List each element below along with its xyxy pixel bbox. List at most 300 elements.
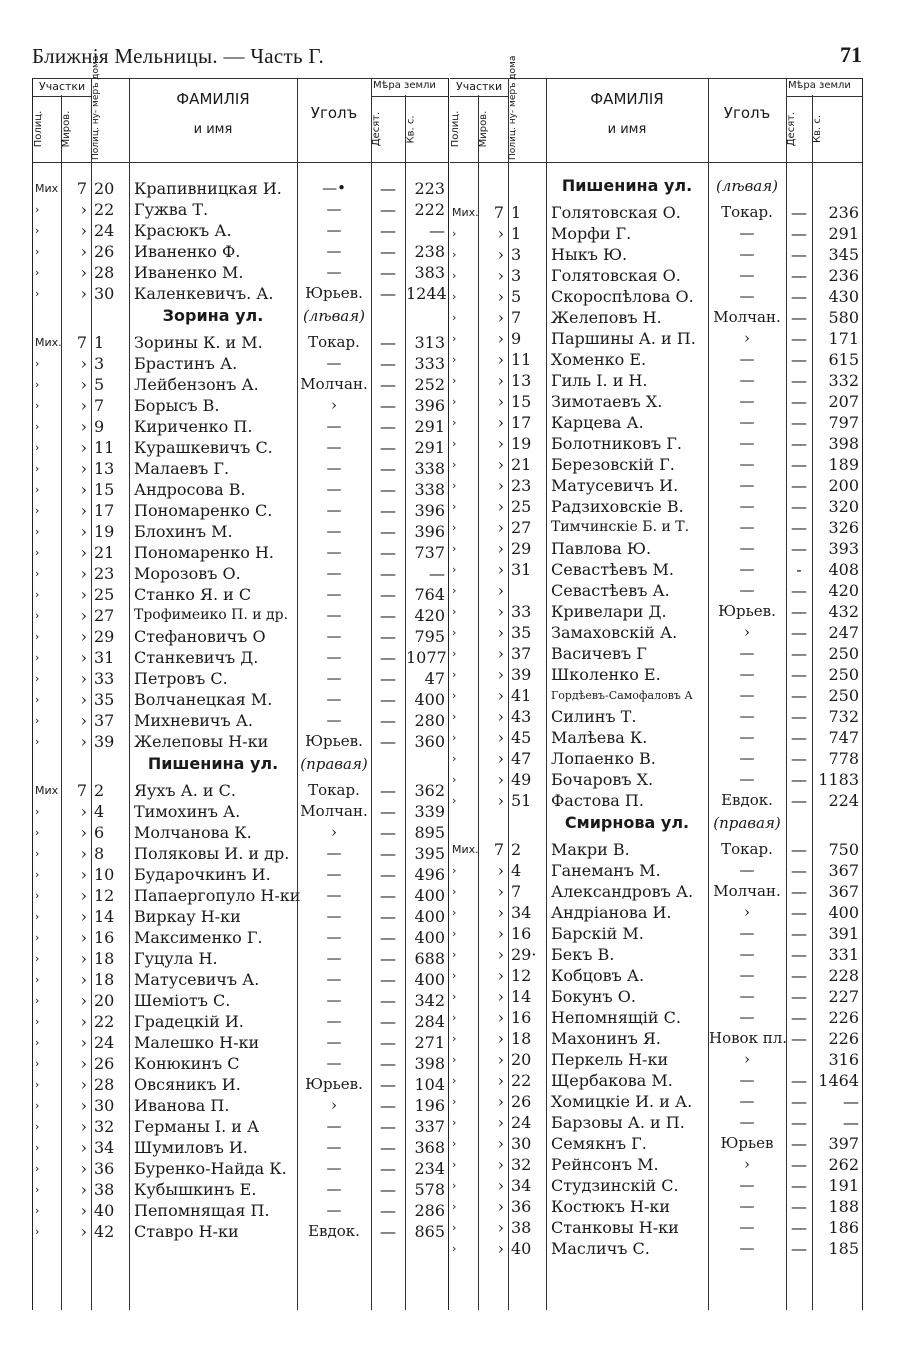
- table-row: [450, 307, 862, 328]
- kv-s-cell: 250: [828, 644, 859, 663]
- owner-name-cell: Рейнсонъ М.: [551, 1155, 659, 1174]
- house-number-cell: 16: [94, 928, 115, 947]
- house-number-cell: 1: [94, 333, 105, 352]
- mirov-district-cell: ›: [497, 1176, 504, 1195]
- owner-name-cell: Шумиловъ И.: [134, 1138, 248, 1157]
- table-row: [33, 969, 448, 990]
- mirov-district-cell: ›: [80, 732, 87, 751]
- mirov-district-cell: ›: [80, 928, 87, 947]
- police-district-cell: ›: [452, 584, 457, 597]
- police-district-cell: ›: [35, 462, 40, 475]
- police-district-cell: ›: [452, 731, 457, 744]
- owner-name-cell: Радзиховскіе В.: [551, 497, 684, 516]
- owner-name-cell: Шеміотъ С.: [134, 991, 231, 1010]
- table-row: [33, 220, 448, 241]
- desyat-cell: —: [791, 371, 807, 390]
- corner-cell: —: [739, 434, 755, 452]
- corner-cell: —: [739, 707, 755, 725]
- desyat-cell: —: [791, 350, 807, 369]
- table-row: [450, 769, 862, 790]
- corner-cell: —•: [322, 179, 346, 197]
- house-number-cell: 34: [511, 903, 532, 922]
- kv-s-cell: 262: [828, 1155, 859, 1174]
- corner-cell: —: [326, 1180, 342, 1198]
- corner-cell: —: [739, 539, 755, 557]
- police-district-cell: ›: [452, 416, 457, 429]
- corner-cell: —: [739, 1113, 755, 1131]
- house-number-cell: 31: [94, 648, 115, 667]
- desyat-cell: —: [791, 413, 807, 432]
- mirov-district-cell: ›: [497, 623, 504, 642]
- house-number-cell: 15: [94, 480, 115, 499]
- desyat-cell: —: [380, 354, 396, 373]
- mirov-district-cell: ›: [497, 1050, 504, 1069]
- house-number-cell: 32: [94, 1117, 115, 1136]
- kv-s-cell: 432: [828, 602, 859, 621]
- desyat-cell: —: [791, 791, 807, 810]
- kv-s-cell: 400: [414, 970, 445, 989]
- house-number-cell: 26: [94, 1054, 115, 1073]
- mirov-district-cell: ›: [497, 686, 504, 705]
- kv-s-cell: 236: [828, 203, 859, 222]
- mirov-district-cell: ›: [497, 707, 504, 726]
- desyat-cell: —: [791, 392, 807, 411]
- police-district-cell: ›: [452, 864, 457, 877]
- police-district-cell: ›: [452, 311, 457, 324]
- kv-s-cell: 1183: [818, 770, 859, 789]
- owner-name-cell: Гордѣевъ-Самофаловъ А: [551, 689, 693, 702]
- house-number-cell: 1: [511, 203, 522, 222]
- kv-s-cell: 250: [828, 686, 859, 705]
- corner-cell: Токар.: [308, 333, 360, 351]
- police-district-cell: Мих.: [452, 843, 479, 856]
- owner-name-cell: Красюкъ А.: [134, 221, 232, 240]
- mirov-district-cell: ›: [80, 1180, 87, 1199]
- kv-s-cell: 397: [828, 1134, 859, 1153]
- police-district-cell: ›: [35, 588, 40, 601]
- owner-name-cell: Ганеманъ М.: [551, 861, 661, 880]
- house-number-cell: 7: [511, 308, 522, 327]
- desyat-cell: —: [380, 501, 396, 520]
- police-district-cell: Мих.: [35, 336, 62, 349]
- kv-s-cell: 732: [828, 707, 859, 726]
- house-number-cell: 34: [511, 1176, 532, 1195]
- kv-s-cell: 236: [828, 266, 859, 285]
- house-number-cell: 47: [511, 749, 532, 768]
- house-number-header: Полиц. ну- меръ дома: [508, 55, 518, 160]
- kv-s-cell: 367: [828, 882, 859, 901]
- desyat-cell: —: [380, 522, 396, 541]
- table-row: [450, 1007, 862, 1028]
- desyat-cell: —: [380, 417, 396, 436]
- owner-name-cell: Кобцовъ А.: [551, 966, 645, 985]
- corner-cell: —: [326, 1033, 342, 1051]
- desyat-cell: —: [791, 329, 807, 348]
- owner-name-cell: Иваненко М.: [134, 263, 244, 282]
- street-heading: [450, 174, 862, 198]
- police-district-cell: ›: [35, 224, 40, 237]
- mirov-district-cell: ›: [497, 987, 504, 1006]
- mirov-district-cell: ›: [497, 1155, 504, 1174]
- corner-cell: —: [326, 970, 342, 988]
- corner-cell: ›: [744, 329, 750, 347]
- corner-cell: Юрьев.: [718, 602, 776, 620]
- owner-name-cell: Гуцула Н.: [134, 949, 218, 968]
- table-row: [33, 948, 448, 969]
- desyat-cell: —: [380, 949, 396, 968]
- kv-s-cell: 420: [828, 581, 859, 600]
- family-header: ФАМИЛІЯ: [590, 90, 664, 108]
- desyat-cell: —: [380, 732, 396, 751]
- land-measure-header: Мѣра земли: [373, 80, 436, 91]
- owner-name-cell: Каленкевичъ. А.: [134, 284, 274, 303]
- street-side: (лѣвая): [302, 307, 366, 325]
- table-row: [450, 664, 862, 685]
- mirov-district-cell: ›: [80, 823, 87, 842]
- house-number-cell: 39: [511, 665, 532, 684]
- table-row: [450, 454, 862, 475]
- desyat-cell: —: [380, 907, 396, 926]
- mirov-district-cell: ›: [80, 802, 87, 821]
- owner-name-cell: Замаховскій А.: [551, 623, 678, 642]
- mirov-district-cell: ›: [80, 1222, 87, 1241]
- kv-s-cell: 222: [414, 200, 445, 219]
- table-row: [450, 1049, 862, 1070]
- owner-name-cell: Овсяникъ И.: [134, 1075, 241, 1094]
- corner-cell: Токар.: [308, 781, 360, 799]
- police-district-cell: ›: [452, 395, 457, 408]
- house-number-cell: 16: [511, 924, 532, 943]
- police-district-cell: ›: [35, 1183, 40, 1196]
- table-row: [33, 500, 448, 521]
- house-number-cell: 38: [511, 1218, 532, 1237]
- kv-s-cell: 224: [828, 791, 859, 810]
- right-ledger-table: [450, 55, 863, 1310]
- police-district-cell: ›: [35, 420, 40, 433]
- kv-s-cell: 291: [414, 438, 445, 457]
- table-row: [33, 1137, 448, 1158]
- table-row: [450, 370, 862, 391]
- page-title: Ближнія Мельницы. — Часть Г.: [32, 44, 325, 68]
- kv-s-cell: 331: [828, 945, 859, 964]
- desyat-cell: —: [380, 1180, 396, 1199]
- land-measure-header: Мѣра земли: [788, 80, 851, 91]
- mirov-district-cell: ›: [80, 459, 87, 478]
- corner-cell: —: [326, 928, 342, 946]
- desyat-cell: —: [380, 1222, 396, 1241]
- owner-name-cell: Силинъ Т.: [551, 707, 637, 726]
- corner-cell: Молчан.: [300, 375, 368, 393]
- mirov-district-cell: ›: [497, 329, 504, 348]
- mirov-district-cell: ›: [80, 970, 87, 989]
- desyat-cell: —: [380, 1096, 396, 1115]
- owner-name-cell: Волчанецкая М.: [134, 690, 273, 709]
- desyat-cell: —: [380, 375, 396, 394]
- owner-name-cell: Петровъ С.: [134, 669, 228, 688]
- table-row: [33, 563, 448, 584]
- desyat-cell: —: [791, 203, 807, 222]
- table-row: [450, 860, 862, 881]
- police-district-cell: ›: [452, 626, 457, 639]
- table-row: [450, 748, 862, 769]
- desyat-cell: —: [791, 539, 807, 558]
- mirov-district-cell: ›: [80, 648, 87, 667]
- corner-cell: —: [739, 560, 755, 578]
- kv-s-cell: 400: [414, 928, 445, 947]
- table-row: [33, 416, 448, 437]
- house-number-cell: 22: [94, 1012, 115, 1031]
- owner-name-cell: Малаевъ Г.: [134, 459, 230, 478]
- police-district-cell: ›: [35, 1078, 40, 1091]
- desyat-cell: —: [791, 308, 807, 327]
- owner-name-cell: Буренко-Найда К.: [134, 1159, 287, 1178]
- kv-s-cell: 333: [414, 354, 445, 373]
- kv-s-cell: 367: [828, 861, 859, 880]
- corner-cell: —: [739, 1071, 755, 1089]
- corner-cell: —: [326, 417, 342, 435]
- house-number-cell: 10: [94, 865, 115, 884]
- police-district-cell: ›: [452, 1053, 457, 1066]
- desyat-cell: —: [380, 802, 396, 821]
- police-district-cell: ›: [35, 266, 40, 279]
- desyat-cell: —: [791, 749, 807, 768]
- kv-s-cell: 797: [828, 413, 859, 432]
- corner-cell: —: [326, 1201, 342, 1219]
- kv-s-cell: 408: [828, 560, 859, 579]
- house-number-cell: 28: [94, 1075, 115, 1094]
- house-number-cell: 8: [94, 844, 105, 863]
- owner-name-cell: Махонинъ Я.: [551, 1029, 661, 1048]
- corner-cell: —: [739, 350, 755, 368]
- owner-name-cell: Щербакова М.: [551, 1071, 673, 1090]
- table-row: [450, 944, 862, 965]
- house-number-cell: 23: [94, 564, 115, 583]
- desyat-cell: —: [791, 581, 807, 600]
- house-number-cell: 12: [511, 966, 532, 985]
- header-bottom-rule: [450, 162, 862, 163]
- mirov-district-cell: ›: [497, 1092, 504, 1111]
- kv-s-cell: 368: [414, 1138, 445, 1157]
- table-row: [33, 801, 448, 822]
- kv-s-cell: 338: [414, 459, 445, 478]
- kv-s-cell: 393: [828, 539, 859, 558]
- corner-cell: —: [739, 392, 755, 410]
- desyat-cell: —: [380, 564, 396, 583]
- police-district-cell: ›: [35, 973, 40, 986]
- owner-name-cell: Желеповы Н-ки: [134, 732, 269, 751]
- street-name: Пишенина ул.: [147, 754, 279, 773]
- owner-name-cell: Голятовская О.: [551, 203, 681, 222]
- police-district-cell: ›: [35, 399, 40, 412]
- family-header: ФАМИЛІЯ: [176, 90, 250, 108]
- table-row: [33, 780, 448, 801]
- house-number-cell: 1: [511, 224, 522, 243]
- table-row: [450, 517, 862, 538]
- police-district-cell: ›: [452, 927, 457, 940]
- kv-s-cell: 226: [828, 1008, 859, 1027]
- police-district-cell: ›: [35, 287, 40, 300]
- owner-name-cell: Виркау Н-ки: [134, 907, 241, 926]
- table-row: [450, 391, 862, 412]
- police-district-cell: ›: [35, 378, 40, 391]
- house-number-cell: 17: [94, 501, 115, 520]
- kv-s-cell: 383: [414, 263, 445, 282]
- table-row: [33, 458, 448, 479]
- house-number-cell: 41: [511, 686, 532, 705]
- house-number-cell: 30: [511, 1134, 532, 1153]
- kv-s-cell: 316: [828, 1050, 859, 1069]
- corner-cell: Юрьев.: [305, 1075, 363, 1093]
- participants-subrule: [33, 96, 91, 97]
- corner-cell: —: [739, 581, 755, 599]
- mirov-district-cell: ›: [497, 266, 504, 285]
- owner-name-cell: Андріанова И.: [551, 903, 672, 922]
- police-district-cell: ›: [35, 630, 40, 643]
- desyat-cell: —: [380, 886, 396, 905]
- police-district-cell: ›: [35, 651, 40, 664]
- owner-name-cell: Брастинъ А.: [134, 354, 238, 373]
- mirov-district-cell: ›: [80, 354, 87, 373]
- desyat-cell: —: [380, 606, 396, 625]
- house-number-cell: 36: [94, 1159, 115, 1178]
- house-number-cell: 5: [94, 375, 105, 394]
- corner-cell: ›: [331, 1096, 337, 1114]
- corner-cell: —: [739, 770, 755, 788]
- mirov-district-cell: ›: [497, 1218, 504, 1237]
- table-row: [450, 559, 862, 580]
- house-number-cell: 19: [511, 434, 532, 453]
- kv-s-cell: 398: [828, 434, 859, 453]
- police-district-cell: ›: [35, 1162, 40, 1175]
- corner-cell: ›: [744, 1050, 750, 1068]
- police-district-cell: ›: [452, 1137, 457, 1150]
- owner-name-cell: Андросова В.: [134, 480, 246, 499]
- desyat-cell: —: [791, 966, 807, 985]
- house-number-cell: 31: [511, 560, 532, 579]
- mirov-district-cell: ›: [497, 1134, 504, 1153]
- owner-name-cell: Гужва Т.: [134, 200, 209, 219]
- participants-header: Участки: [39, 80, 86, 93]
- house-number-cell: 29·: [511, 945, 537, 964]
- mirov-district-cell: ›: [80, 585, 87, 604]
- owner-name-cell: Курашкевичъ С.: [134, 438, 273, 457]
- police-district-cell: ›: [452, 1116, 457, 1129]
- corner-cell: ›: [744, 1155, 750, 1173]
- kv-s-cell: 320: [828, 497, 859, 516]
- police-district-cell: ›: [452, 948, 457, 961]
- mirov-district-cell: ›: [80, 375, 87, 394]
- desyat-cell: —: [380, 648, 396, 667]
- house-number-cell: 43: [511, 707, 532, 726]
- mirov-district-cell: ›: [497, 749, 504, 768]
- mirov-district-cell: ›: [497, 497, 504, 516]
- owner-name-cell: Блохинъ М.: [134, 522, 233, 541]
- table-row: [33, 689, 448, 710]
- kv-s-cell: 400: [828, 903, 859, 922]
- table-row: [33, 1158, 448, 1179]
- desyat-cell: —: [791, 882, 807, 901]
- kv-s-cell: 338: [414, 480, 445, 499]
- corner-cell: —: [326, 1138, 342, 1156]
- table-row: [450, 1091, 862, 1112]
- table-row: [450, 1112, 862, 1133]
- desyat-cell: —: [791, 945, 807, 964]
- desyat-cell: —: [791, 686, 807, 705]
- owner-name-cell: Александровъ А.: [551, 882, 694, 901]
- owner-name-cell: Борысъ В.: [134, 396, 220, 415]
- mirov-district-cell: ›: [80, 844, 87, 863]
- owner-name-cell: Михневичъ А.: [134, 711, 253, 730]
- corner-cell: —: [739, 924, 755, 942]
- mirov-district-cell: ›: [80, 263, 87, 282]
- kv-s-cell: —: [843, 1092, 859, 1111]
- table-row: [450, 223, 862, 244]
- mirov-district-cell: ›: [80, 991, 87, 1010]
- mirov-district-cell: ›: [497, 455, 504, 474]
- corner-cell: ›: [331, 396, 337, 414]
- table-row: [450, 349, 862, 370]
- mirov-district-cell: ›: [497, 371, 504, 390]
- owner-name-cell: Малѣева К.: [551, 728, 648, 747]
- desyat-header: Десят.: [786, 111, 797, 147]
- corner-cell: —: [739, 497, 755, 515]
- desyat-cell: —: [791, 245, 807, 264]
- police-district-cell: ›: [452, 500, 457, 513]
- desyat-cell: —: [380, 781, 396, 800]
- kv-s-cell: 247: [828, 623, 859, 642]
- house-number-cell: 39: [94, 732, 115, 751]
- police-district-cell: ›: [452, 437, 457, 450]
- desyat-cell: —: [791, 1176, 807, 1195]
- mirov-district-cell: ›: [80, 501, 87, 520]
- name-header: и имя: [193, 122, 233, 137]
- kv-s-cell: 227: [828, 987, 859, 1006]
- police-district-cell: ›: [452, 332, 457, 345]
- police-district-cell: ›: [35, 994, 40, 1007]
- owner-name-cell: Молчанова К.: [134, 823, 252, 842]
- police-district-cell: ›: [35, 672, 40, 685]
- table-row: [450, 1070, 862, 1091]
- owner-name-cell: Германы І. и А: [134, 1117, 260, 1136]
- corner-cell: —: [739, 861, 755, 879]
- kv-s-cell: 342: [414, 991, 445, 1010]
- owner-name-cell: Паршины А. и П.: [551, 329, 696, 348]
- house-number-cell: 25: [94, 585, 115, 604]
- kv-s-cell: 345: [828, 245, 859, 264]
- mirov-district-cell: ›: [497, 476, 504, 495]
- desyat-cell: —: [380, 200, 396, 219]
- street-heading: [33, 304, 448, 328]
- police-district-cell: ›: [452, 1095, 457, 1108]
- mirov-district-cell: ›: [497, 882, 504, 901]
- owner-name-cell: Стефановичъ О: [134, 627, 266, 646]
- owner-name-cell: Болотниковъ Г.: [551, 434, 682, 453]
- kv-s-cell: 580: [828, 308, 859, 327]
- mirov-district-cell: ›: [497, 1029, 504, 1048]
- owner-name-cell: Карцева А.: [551, 413, 644, 432]
- mirov-district-cell: ›: [497, 1071, 504, 1090]
- owner-name-cell: Студзинскій С.: [551, 1176, 679, 1195]
- mirov-district-cell: ›: [80, 438, 87, 457]
- police-district-cell: ›: [452, 668, 457, 681]
- house-number-cell: 35: [511, 623, 532, 642]
- table-row: [450, 412, 862, 433]
- house-number-cell: 7: [511, 882, 522, 901]
- table-row: [450, 643, 862, 664]
- corner-cell: —: [739, 1197, 755, 1215]
- table-row: [450, 433, 862, 454]
- police-district-cell: ›: [35, 504, 40, 517]
